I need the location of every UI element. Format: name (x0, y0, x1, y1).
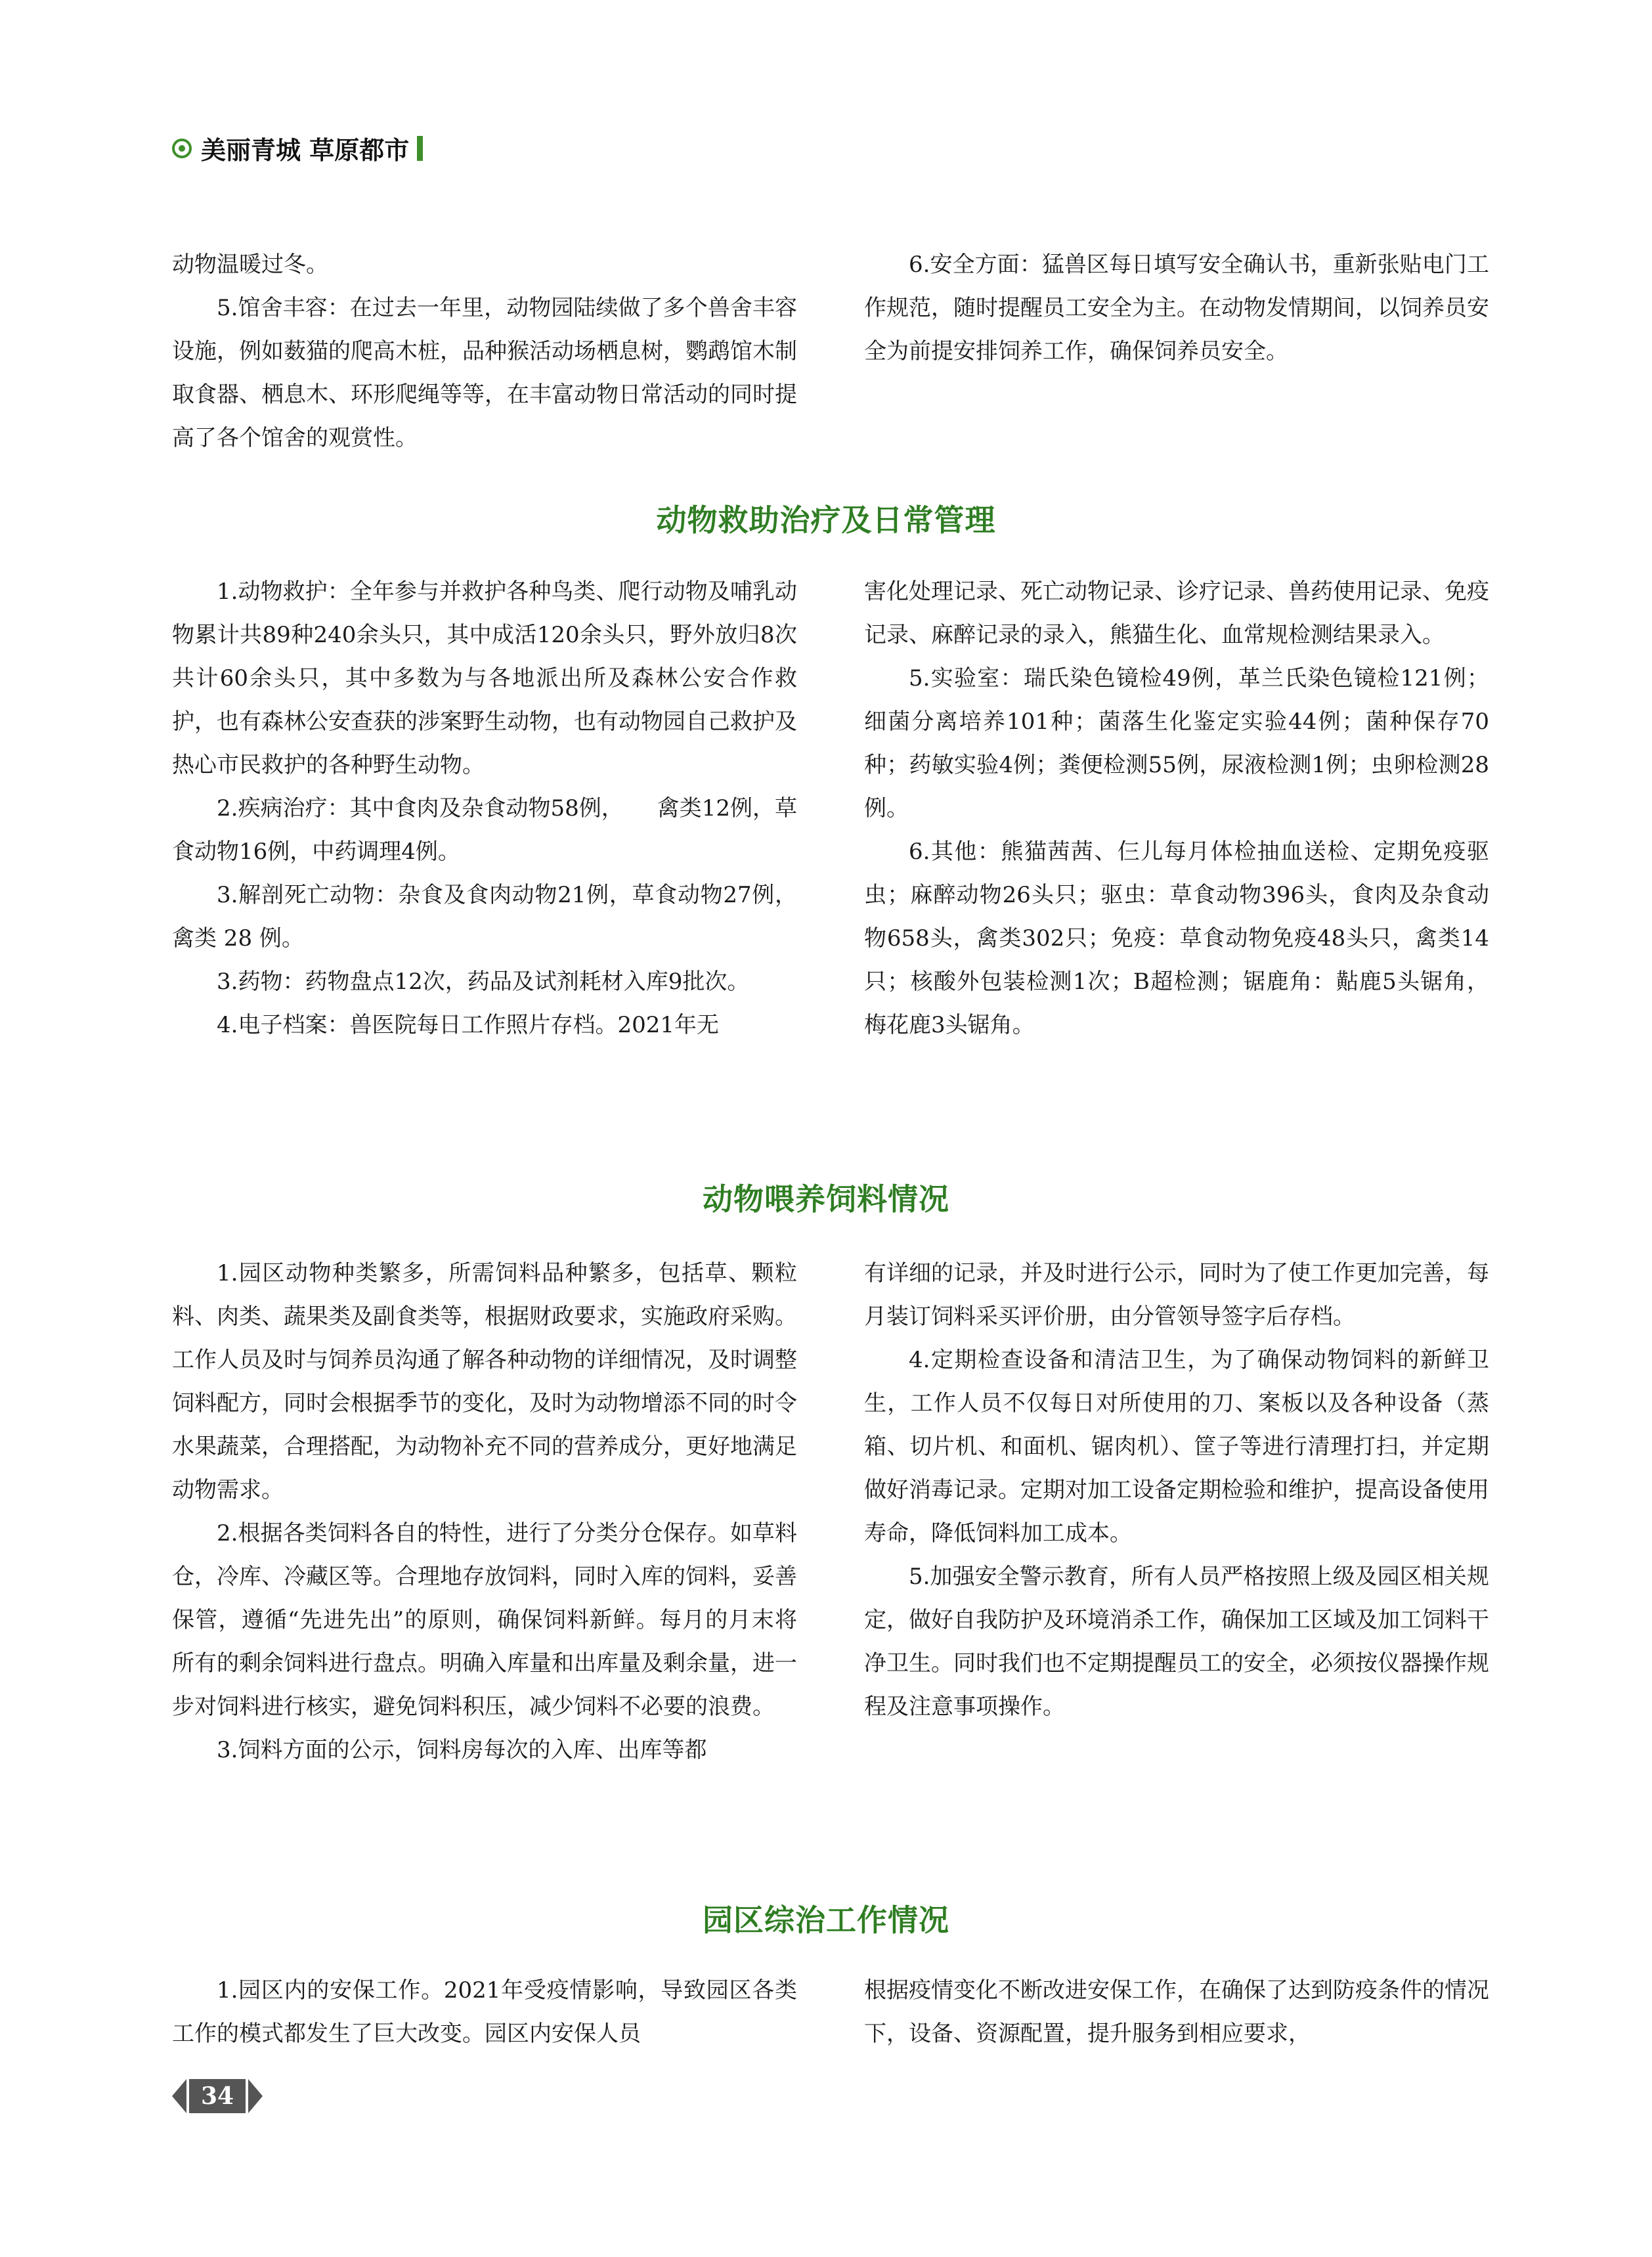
paragraph: 5.实验室：瑞氏染色镜检49例，革兰氏染色镜检121例；细菌分离培养101种；菌落生化鉴定实验44例；菌种保存70种；药敏实验4例；粪便检测55例，尿液检测1例；虫卵检测28例。 (864, 665, 1489, 822)
section-0-right-column (864, 243, 1489, 373)
paragraph: 4.电子档案：兽医院每日工作照片存档。2021年无 (217, 1012, 719, 1038)
paragraph: 2.根据各类饲料各自的特性，进行了分类分仓保存。如草料仓，冷库、冷藏区等。合理地存放饲料，同时入库的饲料，妥善保管，遵循“先进先出”的原则，确保饲料新鲜。每月的月末将所有的剩余饲料进行盘点。明确入库量和出库量及剩余量，进一步对饲料进行核实，避免饲料积压，减少饲料不必要的浪费。 (172, 1520, 797, 1720)
paragraph: 有详细的记录，并及时进行公示，同时为了使工作更加完善，每月装订饲料采买评价册，由分管领导签字后存档。 (864, 1260, 1489, 1330)
paragraph: 3.饲料方面的公示，饲料房每次的入库、出库等都 (217, 1737, 707, 1763)
paragraph: 1.园区动物种类繁多，所需饲料品种繁多，包括草、颗粒料、肉类、蔬果类及副食类等，根据财政要求，实施政府采购。工作人员及时与饲养员沟通了解各种动物的详细情况，及时调整饲料配方，同时会根据季节的变化，及时为动物增添不同的时令水果蔬菜，合理搭配，为动物补充不同的营养成分，更好地满足动物需求。 (172, 1260, 797, 1503)
paragraph: 3.药物：药物盘点12次，药品及试剂耗材入库9批次。 (217, 969, 750, 995)
header-title: 美丽青城 草原都市 (201, 136, 410, 165)
section-title: 动物救助治疗及日常管理 (656, 502, 996, 538)
paragraph: 6.安全方面：猛兽区每日填写安全确认书，重新张贴电门工作规范，随时提醒员工安全为主。在动物发情期间，以饲养员安全为前提安排饲养工作，确保饲养员安全。 (864, 252, 1489, 364)
section-2-left-column (172, 1252, 797, 1772)
chevron-right-icon (248, 2079, 263, 2113)
section-1-right-column (864, 570, 1489, 1047)
section-3-left-column (172, 1969, 797, 2055)
paragraph: 害化处理记录、死亡动物记录、诊疗记录、兽药使用记录、免疫记录、麻醉记录的录入，熊猫生化、血常规检测结果录入。 (864, 579, 1489, 648)
paragraph: 动物温暖过冬。 (172, 252, 328, 278)
target-icon (172, 139, 192, 158)
section-title: 园区综治工作情况 (703, 1902, 949, 1938)
paragraph: 1.动物救护：全年参与并救护各种鸟类、爬行动物及哺乳动物累计共89种240余头只，其中成活120余头只，野外放归8次共计60余头只，其中多数为与各地派出所及森林公安合作救护，也有森林公安查获的涉案野生动物，也有动物园自己救护及热心市民救护的各种野生动物。 (172, 579, 797, 778)
page-number-value: 34 (189, 2079, 246, 2113)
paragraph: 5.加强安全警示教育，所有人员严格按照上级及园区相关规定，做好自我防护及环境消杀工作，确保加工区域及加工饲料干净卫生。同时我们也不定期提醒员工的安全，必须按仪器操作规程及注意事项操作。 (864, 1564, 1489, 1720)
section-2-right-column (864, 1252, 1489, 1728)
paragraph: 4.定期检查设备和清洁卫生，为了确保动物饲料的新鲜卫生，工作人员不仅每日对所使用的刀、案板以及各种设备（蒸箱、切片机、和面机、锯肉机）、筐子等进行清理打扫，并定期做好消毒记录。定期对加工设备定期检验和维护，提高设备使用寿命，降低饲料加工成本。 (864, 1347, 1489, 1546)
page-number (172, 2079, 263, 2113)
paragraph: 1.园区内的安保工作。2021年受疫情影响，导致园区各类工作的模式都发生了巨大改变。园区内安保人员 (172, 1977, 797, 2047)
paragraph: 根据疫情变化不断改进安保工作，在确保了达到防疫条件的情况下，设备、资源配置，提升服务到相应要求， (864, 1977, 1489, 2047)
paragraph: 6.其他：熊猫茜茜、仨儿每月体检抽血送检、定期免疫驱虫；麻醉动物26头只；驱虫：草食动物396头，食肉及杂食动物658头，禽类302只；免疫：草食动物免疫48头只，禽类14只；核酸外包装检测1次；B超检测；锯鹿角：黇鹿5头锯角，梅花鹿3头锯角。 (864, 839, 1489, 1038)
chevron-left-icon (172, 2079, 186, 2113)
section-title: 动物喂养饲料情况 (703, 1181, 949, 1217)
section-1-left-column (172, 570, 797, 1047)
paragraph: 2.疾病治疗：其中食肉及杂食动物58例， 禽类12例，草食动物16例，中药调理4例。 (172, 795, 797, 865)
section-0-left-column (172, 243, 797, 460)
paragraph: 3.解剖死亡动物：杂食及食肉动物21例，草食动物27例，禽类 28 例。 (172, 882, 797, 952)
page-header (172, 130, 423, 166)
section-3-right-column (864, 1969, 1489, 2055)
header-bar-icon (417, 136, 423, 161)
paragraph: 5.馆舍丰容：在过去一年里，动物园陆续做了多个兽舍丰容设施，例如薮猫的爬高木桩，品种猴活动场栖息树，鹦鹉馆木制取食器、栖息木、环形爬绳等等，在丰富动物日常活动的同时提高了各个馆舍的观赏性。 (172, 295, 797, 451)
